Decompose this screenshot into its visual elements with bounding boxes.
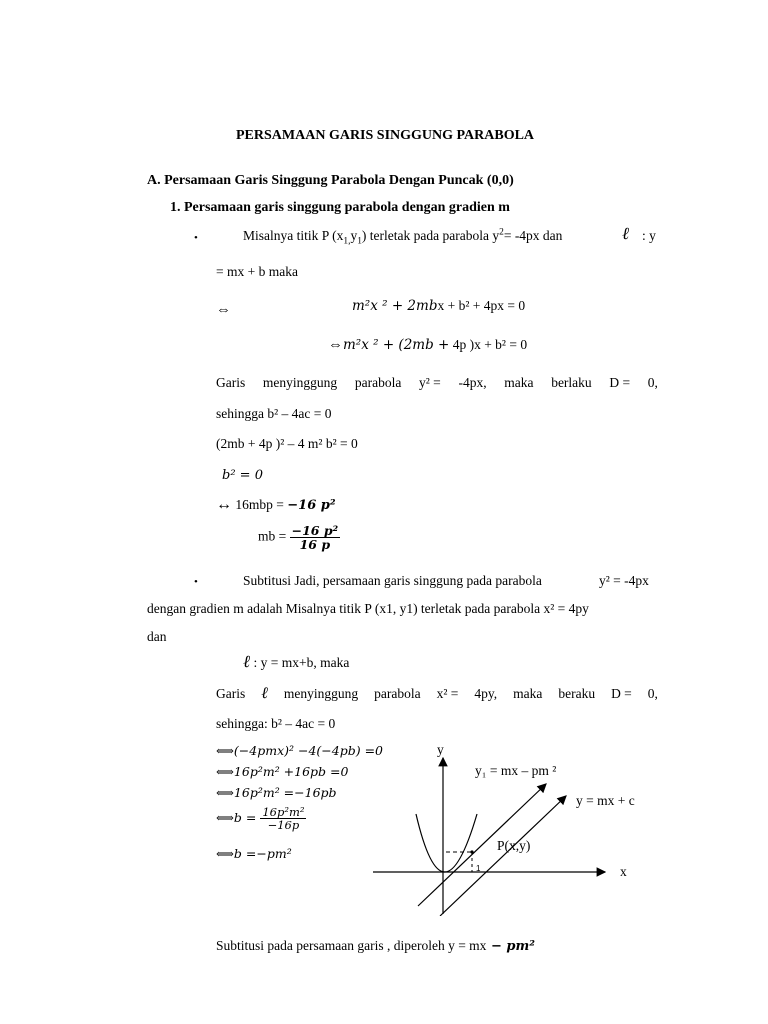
paragraph-line: dengan gradien m adalah Misalnya titik P (x1, y1) terletak pada parabola x² = 4py [147, 601, 589, 616]
word: maka [504, 375, 534, 390]
tangent-point [470, 850, 473, 853]
text-fragment: : y = mx+b, maka [250, 655, 350, 670]
x-axis-label: x [620, 864, 627, 879]
parabola-curve [416, 814, 477, 872]
line-label: y₁ = mx – pm ² [475, 763, 557, 778]
text-fragment: Subtitusi pada persamaan garis , diperoleh y = mx [216, 938, 487, 953]
fraction [260, 806, 306, 831]
paragraph-line: sehingga: b² – 4ac = 0 [216, 716, 336, 731]
word: D = [609, 375, 631, 390]
line-y-mx-c [440, 796, 566, 916]
text-fragment: ) terletak pada parabola y [361, 228, 500, 243]
word: Garis [216, 375, 246, 390]
derivation-step: ⟺16p²m² =−16pb [216, 785, 337, 800]
equivalence-arrow: ⇔ [216, 302, 231, 318]
derivation-step: ⟺(−4pmx)² −4(−4pb) =0 [216, 743, 383, 758]
text-fragment: mb = [258, 528, 290, 544]
math-expression: − pm² [486, 939, 535, 954]
text-fragment: 16mbp = [232, 497, 288, 512]
word: y² = [419, 375, 441, 390]
fraction-numerator: 16p²m² [262, 805, 305, 819]
text-fragment: y [350, 228, 358, 243]
word: parabola [354, 375, 402, 390]
word: 4py, [474, 686, 498, 701]
line-symbol: ℓ [261, 683, 268, 702]
math-expression: −16 p² [287, 498, 336, 513]
word: x² = [436, 686, 459, 701]
paragraph-line: Subtitusi Jadi, persamaan garis singgung pada parabola [243, 573, 542, 588]
justified-line [216, 683, 658, 702]
superscript: 2 [499, 227, 504, 238]
paragraph-line: (2mb + 4p )² – 4 m² b² = 0 [216, 436, 358, 451]
derivation-step [216, 806, 306, 831]
paragraph-line [243, 227, 563, 247]
fraction [290, 524, 340, 551]
equation-line [243, 652, 349, 672]
text-fragment: = -4px dan [503, 228, 563, 243]
word: maka [513, 686, 543, 701]
subscript: 1, [343, 236, 351, 247]
math-expression: m²x ² + (2mb + [343, 337, 450, 353]
paragraph-line: sehingga b² – 4ac = 0 [216, 406, 332, 421]
paragraph-line: dan [147, 629, 167, 644]
word: menyinggung [283, 686, 359, 701]
fraction-numerator: −16 p² [291, 523, 339, 538]
paragraph-line [216, 937, 535, 955]
page-title: PERSAMAAN GARIS SINGGUNG PARABOLA [236, 128, 535, 143]
word: D = [611, 686, 632, 701]
tick-label: 1 [476, 864, 481, 873]
derivation-step: ⟺b =−pm² [216, 846, 292, 861]
word: Garis [216, 686, 246, 701]
point-label: P(x,y) [497, 838, 531, 853]
text-fragment: Misalnya titik P (x [243, 228, 344, 243]
equivalence-arrow: ⇔ [328, 337, 343, 353]
subscript: 1 [357, 236, 362, 247]
text-fragment: 4p )x + b² = 0 [449, 337, 528, 352]
word: parabola [374, 686, 421, 701]
line-symbol: ℓ [243, 652, 251, 672]
subsection-heading: 1. Persamaan garis singgung parabola dengan gradien m [170, 200, 510, 215]
bullet-point: • [194, 232, 198, 244]
derivation-step: ⟺16p²m² +16pb =0 [216, 764, 349, 779]
fraction-denominator: 16 p [299, 537, 331, 553]
equation-line [352, 297, 525, 315]
word: beraku [558, 686, 596, 701]
math-expression: m²x ² + 2mb [352, 298, 438, 314]
word: 0, [647, 375, 658, 390]
section-heading: A. Persamaan Garis Singgung Parabola Dengan Puncak (0,0) [147, 173, 514, 188]
word: -4px, [458, 375, 487, 390]
justified-line [216, 375, 658, 391]
text-fragment: ⟺b = [216, 810, 257, 826]
y-axis-label: y [437, 742, 444, 757]
text-fragment: x + b² + 4px = 0 [437, 298, 526, 313]
text-fragment: y² = -4px [599, 573, 649, 588]
word: 0, [647, 686, 658, 701]
word: berlaku [551, 375, 592, 390]
bullet-point: • [194, 576, 198, 588]
equation-line [216, 496, 336, 514]
arrow-symbol: ↔ [216, 496, 232, 513]
equation-line [328, 336, 527, 354]
line-label: y = mx + c [576, 793, 635, 808]
word: menyinggung [262, 375, 338, 390]
paragraph-line: = mx + b maka [216, 264, 298, 279]
fraction-denominator: −16p [267, 818, 300, 833]
math-expression: b² = 0 [222, 468, 263, 483]
fraction-equation [258, 524, 340, 551]
text-fragment: : y [642, 228, 656, 243]
line-symbol: ℓ [622, 224, 630, 244]
